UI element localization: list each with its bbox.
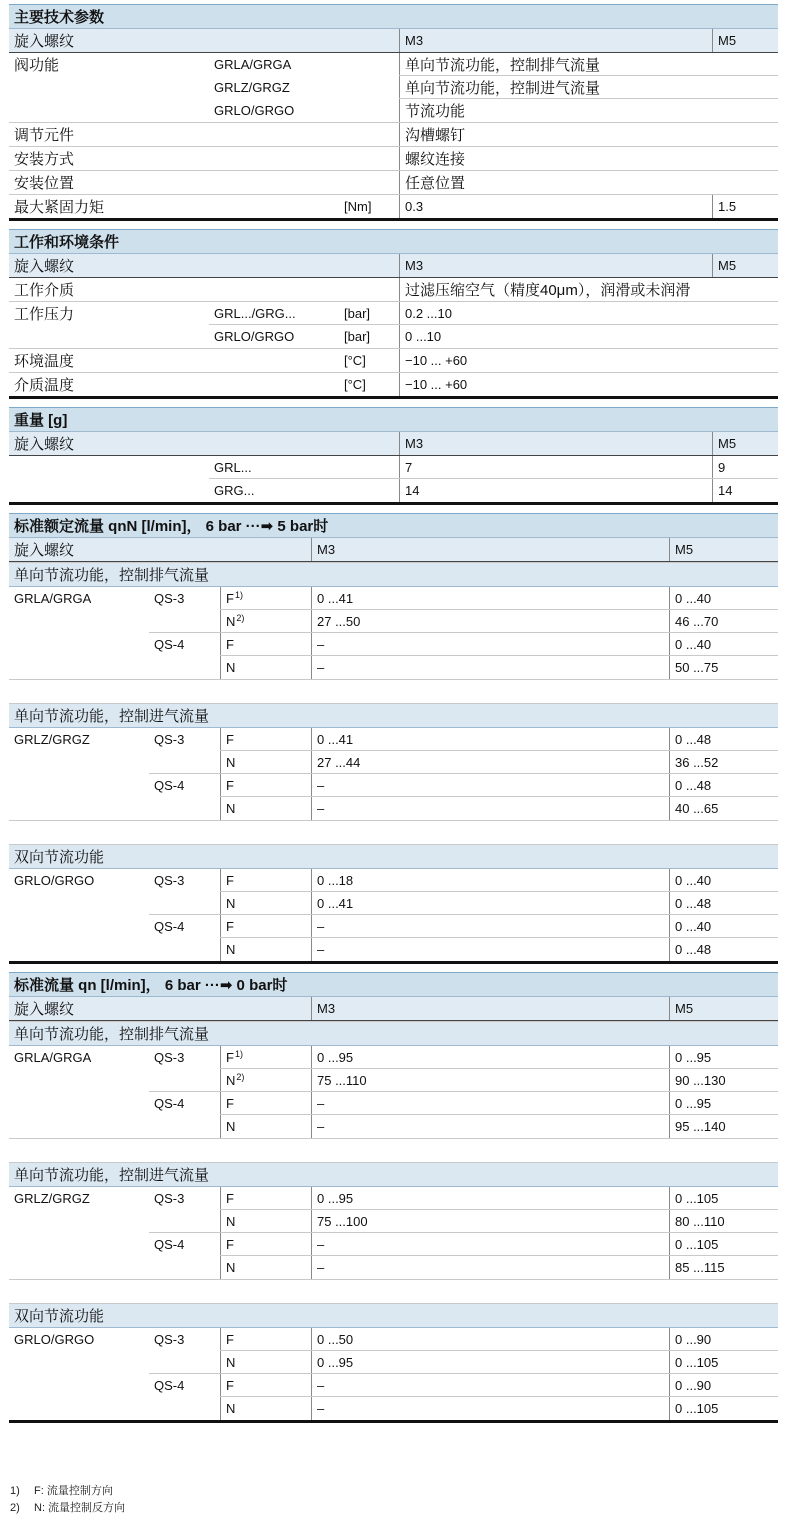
footnote-2: 2) N: 流量控制反方向 [10, 1502, 126, 1514]
flow-row: QS-4 F – 0 ...48 [9, 774, 778, 797]
flow-row: N – 50 ...75 [9, 656, 778, 679]
flow-row: GRLZ/GRGZ QS-3 F 0 ...41 0 ...48 [9, 727, 778, 751]
flow-row: GRLA/GRGA QS-3 F $^{1)}$ 0 ...41 0 ...40 [9, 586, 778, 610]
flow-row: N $^{2)}$ 75 ...110 90 ...130 [9, 1069, 778, 1092]
medium-row: 工作介质 过滤压缩空气（精度40μm），润滑或未润滑 [9, 278, 778, 301]
direction-label: N [226, 1214, 236, 1229]
section-conditions [9, 229, 778, 399]
direction-label: F [226, 1096, 234, 1111]
flow-row: QS-4 F – 0 ...40 [9, 633, 778, 656]
spacer-row [9, 679, 778, 703]
flow-row: GRLO/GRGO QS-3 F 0 ...18 0 ...40 [9, 868, 778, 892]
direction-label: N [226, 1119, 236, 1134]
spacer-row [9, 1279, 778, 1303]
direction-label: N [226, 1073, 236, 1088]
section-rated-flow [9, 513, 778, 964]
flow-row: N 0 ...95 0 ...105 [9, 1351, 778, 1374]
flow-row: N – 40 ...65 [9, 797, 778, 820]
section-title: 工作和环境条件 [9, 230, 778, 253]
direction-label: F [226, 873, 234, 888]
direction-label: F [226, 778, 234, 793]
header-row: 旋入螺纹 M3 M5 [9, 431, 778, 456]
flow-row: N – 85 ...115 [9, 1256, 778, 1279]
flow-row: N 0 ...41 0 ...48 [9, 892, 778, 915]
section-title: 重量 [g] [9, 408, 778, 431]
direction-label: N [226, 1260, 236, 1275]
pressure-row: GRLO/GRGO [bar] 0 ...10 [9, 325, 778, 348]
spec-page [9, 4, 778, 1431]
flow-row: QS-4 F – 0 ...105 [9, 1233, 778, 1256]
group-title-row: 单向节流功能，控制排气流量 [9, 562, 778, 586]
section-title: 主要技术参数 [9, 5, 778, 28]
group-title-row: 单向节流功能，控制进气流量 [9, 703, 778, 727]
spacer-row [9, 820, 778, 844]
section-title: 标准额定流量 qnN [l/min]， 6 bar ···➡ 5 bar时 [9, 514, 778, 537]
group-title-row: 单向节流功能，控制进气流量 [9, 1162, 778, 1186]
valve-row: GRLZ/GRGZ 单向节流功能，控制进气流量 [9, 76, 778, 99]
flow-row: QS-4 F – 0 ...95 [9, 1092, 778, 1115]
direction-label: F [226, 637, 234, 652]
direction-label: F [226, 919, 234, 934]
direction-label: F [226, 732, 234, 747]
header-row: 旋入螺纹 M3 M5 [9, 537, 778, 562]
spacer-row [9, 1138, 778, 1162]
direction-label: N [226, 1355, 236, 1370]
pressure-row: 工作压力 GRL.../GRG... [bar] 0.2 ...10 [9, 301, 778, 325]
direction-label: F [226, 591, 234, 606]
valve-row: GRLO/GRGO 节流功能 [9, 99, 778, 122]
torque-row: 最大紧固力矩 [Nm] 0.3 1.5 [9, 194, 778, 218]
group-title-row: 单向节流功能，控制排气流量 [9, 1021, 778, 1045]
spec-row: 调节元件 沟槽螺钉 [9, 122, 778, 146]
flow-row: N – 0 ...105 [9, 1397, 778, 1420]
header-row: 旋入螺纹 M3 M5 [9, 253, 778, 278]
section-title: 标准流量 qn [l/min]， 6 bar ···➡ 0 bar时 [9, 973, 778, 996]
direction-label: N [226, 614, 236, 629]
flow-row: N 75 ...100 80 ...110 [9, 1210, 778, 1233]
direction-label: F [226, 1378, 234, 1393]
header-row: 旋入螺纹 M3 M5 [9, 996, 778, 1021]
direction-label: N [226, 660, 236, 675]
section-weight [9, 407, 778, 505]
flow-row: QS-4 F – 0 ...40 [9, 915, 778, 938]
flow-row: GRLZ/GRGZ QS-3 F 0 ...95 0 ...105 [9, 1186, 778, 1210]
direction-label: N [226, 896, 236, 911]
flow-row: N 27 ...44 36 ...52 [9, 751, 778, 774]
medium-temp-row: 介质温度 [°C] −10 ... +60 [9, 372, 778, 396]
flow-row: N – 95 ...140 [9, 1115, 778, 1138]
direction-label: N [226, 755, 236, 770]
direction-label: F [226, 1050, 234, 1065]
spec-row: 安装位置 任意位置 [9, 170, 778, 194]
footnote-1: 1) F: 流量控制方向 [10, 1485, 113, 1497]
direction-label: F [226, 1191, 234, 1206]
section-standard-flow [9, 972, 778, 1423]
valve-row: 阀功能 GRLA/GRGA 单向节流功能，控制排气流量 [9, 53, 778, 76]
group-title-row: 双向节流功能 [9, 844, 778, 868]
direction-label: F [226, 1237, 234, 1252]
weight-row: GRL... 7 9 [9, 456, 778, 479]
spec-row: 安装方式 螺纹连接 [9, 146, 778, 170]
direction-label: N [226, 1401, 236, 1416]
direction-label: F [226, 1332, 234, 1347]
flow-row: GRLA/GRGA QS-3 F $^{1)}$ 0 ...95 0 ...95 [9, 1045, 778, 1069]
direction-label: N [226, 801, 236, 816]
weight-row: GRG... 14 14 [9, 479, 778, 502]
section-main-specs [9, 4, 778, 221]
flow-row: GRLO/GRGO QS-3 F 0 ...50 0 ...90 [9, 1327, 778, 1351]
header-row: 旋入螺纹 M3 M5 [9, 28, 778, 53]
direction-label: N [226, 942, 236, 957]
flow-row: QS-4 F – 0 ...90 [9, 1374, 778, 1397]
group-title-row: 双向节流功能 [9, 1303, 778, 1327]
flow-row: N – 0 ...48 [9, 938, 778, 961]
flow-row: N $^{2)}$ 27 ...50 46 ...70 [9, 610, 778, 633]
ambient-temp-row: 环境温度 [°C] −10 ... +60 [9, 348, 778, 372]
